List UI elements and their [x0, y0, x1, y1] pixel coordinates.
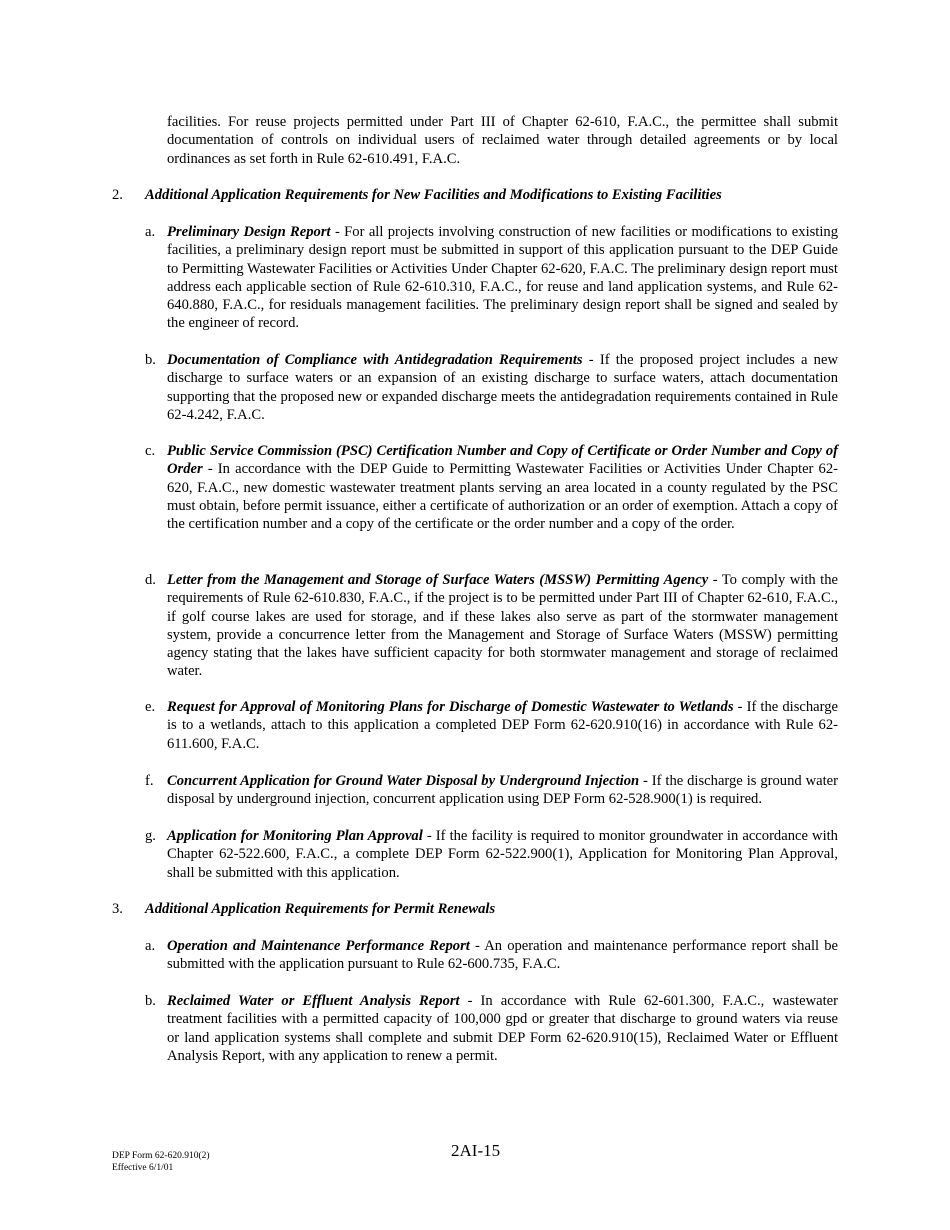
item-text: - An operation and maintenance performance report shall be submitted with the application pursuant to Rule 62-600.735, F.A.C.: [167, 938, 839, 973]
item-heading: Application for Monitoring Plan Approval: [167, 828, 423, 844]
section-number: 2.: [112, 187, 123, 203]
item-body: [167, 442, 838, 533]
item-body: [167, 698, 838, 753]
item-letter: d.: [145, 572, 156, 588]
item-letter: e.: [145, 699, 156, 715]
item-body: [167, 571, 838, 681]
item-body: [167, 223, 838, 333]
item-body: [167, 937, 838, 974]
item-text: - If the proposed project includes a new discharge to surface waters or an expansion of an existing discharge to surface waters, attach documentation supporting that the proposed new or expanded discharge meets the antidegradation requirements contained in Rule 62-4.242, F.A.C.: [167, 352, 838, 423]
item-letter: a.: [145, 224, 156, 240]
lead-paragraph: facilities. For reuse projects permitted under Part III of Chapter 62-610, F.A.C., the permittee shall submit documentation of controls on individual users of reclaimed water through detailed agreements or by local ordinances as set forth in Rule 62-610.491, F.A.C.: [167, 114, 838, 167]
section-number: 3.: [112, 901, 123, 917]
item-text: - In accordance with Rule 62-601.300, F.A.C., wastewater treatment facilities with a permitted capacity of 100,000 gpd or greater that discharge to ground waters via reuse or land application systems shall complete and submit DEP Form 62-620.910(15), Reclaimed Water or Effluent Analysis Report, with any application to renew a permit.: [167, 993, 838, 1064]
item-letter: g.: [145, 828, 156, 844]
item-letter: c.: [145, 443, 156, 459]
item-body: [167, 772, 838, 809]
item-letter: a.: [145, 938, 156, 954]
item-body: [167, 351, 838, 424]
item-text: - In accordance with the DEP Guide to Permitting Wastewater Facilities or Activities Under Chapter 62-620, F.A.C., new domestic wastewater treatment plants serving an area located in a county regulated by the PSC must obtain, before permit issuance, either a certificate of authorization or an order of exemption. Attach a copy of the certification number and a copy of the certificate or the order number and a copy of the order.: [167, 461, 838, 533]
item-heading: Concurrent Application for Ground Water Disposal by Underground Injection: [167, 773, 640, 789]
item-text: - If the discharge is ground water disposal by underground injection, concurrent application using DEP Form 62-528.900(1) is required.: [167, 773, 838, 808]
item-text: - If the facility is required to monitor groundwater in accordance with Chapter 62-522.600, F.A.C., a complete DEP Form 62-522.900(1), Application for Monitoring Plan Approval, shall be submitted with this application.: [167, 828, 838, 881]
item-heading: Reclaimed Water or Effluent Analysis Report: [167, 993, 460, 1009]
item-heading: Preliminary Design Report: [167, 224, 331, 240]
item-heading: Letter from the Management and Storage of Surface Waters (MSSW) Permitting Agency: [167, 572, 709, 588]
effective-date: Effective 6/1/01: [112, 1163, 174, 1173]
item-letter: f.: [145, 773, 154, 789]
page-number: 2AI-15: [451, 1141, 501, 1160]
item-text: - For all projects involving construction of new facilities or modifications to existing facilities, a preliminary design report must be submitted in support of this application pursuant to the DEP Guide to Permitting Wastewater Facilities or Activities Under Chapter 62-620, F.A.C. The preliminary design report must address each applicable section of Rule 62-610.310, F.A.C., for reuse and land application systems, and Rule 62-640.880, F.A.C., for residuals management facilities. The preliminary design report shall be signed and sealed by the engineer of record.: [167, 224, 839, 332]
item-heading: Public Service Commission (PSC) Certification Number and Copy of Certificate or Order Number and Copy of Order: [167, 443, 838, 478]
item-letter: b.: [145, 352, 156, 368]
footer-form-info: [112, 1150, 210, 1174]
item-body: [167, 992, 838, 1065]
form-number: DEP Form 62-620.910(2): [112, 1151, 210, 1161]
item-heading: Request for Approval of Monitoring Plans for Discharge of Domestic Wastewater to Wetlands: [167, 699, 734, 715]
item-text: - To comply with the requirements of Rule 62-610.830, F.A.C., if the project is to be permitted under Part III of Chapter 62-610, F.A.C., if golf course lakes are used for storage, and if these lakes also serve as part of the stormwater management system, provide a concurrence letter from the Management and Storage of Surface Waters (MSSW) permitting agency stating that the lakes have sufficient capacity for both stormwater management and storage of reclaimed water.: [167, 572, 838, 680]
item-body: [167, 827, 838, 882]
section-title: Additional Application Requirements for Permit Renewals: [145, 901, 496, 917]
item-letter: b.: [145, 993, 156, 1009]
item-text: - If the discharge is to a wetlands, attach to this application a completed DEP Form 62-620.910(16) in accordance with Rule 62-611.600, F.A.C.: [167, 699, 838, 752]
section-title: Additional Application Requirements for New Facilities and Modifications to Existing Facilities: [145, 187, 722, 203]
item-heading: Documentation of Compliance with Antidegradation Requirements: [167, 352, 583, 368]
item-heading: Operation and Maintenance Performance Report: [167, 938, 470, 954]
